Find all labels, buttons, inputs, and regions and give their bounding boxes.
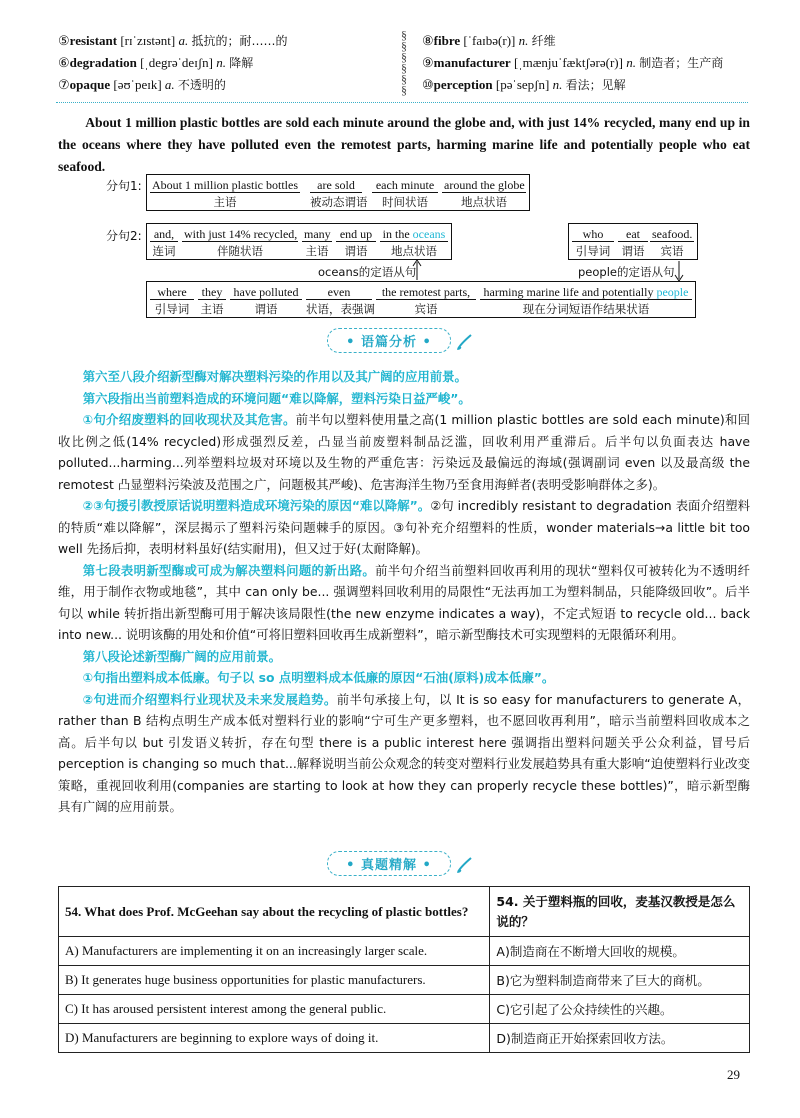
analysis-highlight: ②句进而介绍塑料行业现状及未来发展趋势。 bbox=[82, 691, 337, 707]
diagram-segment bbox=[336, 227, 376, 258]
vocab-word: resistant bbox=[69, 33, 118, 48]
diagram-segment bbox=[150, 227, 178, 258]
segment-role: 伴随状语 bbox=[217, 244, 263, 258]
analysis-highlight: ①句介绍废塑料的回收现状及其危害。 bbox=[82, 412, 296, 427]
analysis-paragraph bbox=[58, 667, 750, 689]
vocab-number: ⑨ bbox=[422, 55, 434, 70]
analysis-body: 前半句以塑料使用量之高(1 million plastic bottles are sold each minute)和回收比例之低(14% recycled)形成强烈反差，凸显当前废塑料制品泛滥，回收利用严重滞后。后半句以负面表达 have polluted...harming...列举塑料垃圾对环境以及生物的严重危害：污染远及最偏远的海域(强调副词 even 以及最高级 the remotest 凸显塑料污染波及范围之广，问题极其严峻)、危害海洋生物乃至食用海鲜者(表明受影响群体之多)。 bbox=[58, 412, 750, 492]
highlighted-word-oceans: oceans bbox=[412, 227, 446, 241]
diagram-segment bbox=[372, 178, 438, 209]
option-zh: D)制造商正开始探索回收方法。 bbox=[490, 1024, 750, 1053]
analysis-highlight: 第七段表明新型酶或可成为解决塑料问题的新出路。 bbox=[82, 562, 376, 578]
option-row bbox=[59, 995, 750, 1024]
option-zh: B)它为塑料制造商带来了巨大的商机。 bbox=[490, 966, 750, 995]
option-en: C) It has aroused persistent interest among the general public. bbox=[59, 995, 490, 1024]
vocab-phonetic: [ˌmænjuˈfæktʃərə(r)] bbox=[513, 55, 623, 70]
lead-sentence: About 1 million plastic bottles are sold each minute around the globe and, with just 14% recycled, many end up in the oceans where they have polluted even the remotest parts, harming marine life and potentially people who eat seafood. bbox=[58, 115, 750, 174]
passage-analysis bbox=[58, 366, 750, 818]
segment-text: who bbox=[572, 227, 614, 242]
option-row bbox=[59, 1024, 750, 1053]
segment-text: are sold bbox=[310, 178, 362, 193]
highlighted-word-people: people bbox=[656, 285, 689, 299]
segment-role: 现在分词短语作结果状语 bbox=[522, 302, 650, 316]
segment-role: 被动态谓语 bbox=[310, 195, 368, 209]
segment-text: where bbox=[150, 285, 194, 300]
question-en: 54. What does Prof. McGeehan say about the recycling of plastic bottles? bbox=[59, 887, 490, 937]
vocab-number: ⑩ bbox=[422, 77, 434, 92]
analysis-highlight: 第八段论述新型酶广阔的应用前景。 bbox=[82, 648, 282, 664]
diagram-segment bbox=[442, 178, 526, 209]
option-en: B) It generates huge business opportunities for plastic manufacturers. bbox=[59, 966, 490, 995]
segment-role: 宾语 bbox=[660, 244, 684, 258]
diagram-segment bbox=[198, 285, 226, 316]
sentence-diagram bbox=[0, 0, 800, 330]
analysis-paragraph bbox=[58, 409, 750, 495]
vocab-pos: a. bbox=[178, 33, 189, 48]
analysis-highlight: ①句指出塑料成本低廉。句子以 so 点明塑料成本低廉的原因“石油(原料)成本低廉”。 bbox=[82, 670, 555, 685]
diagram-segment bbox=[230, 285, 302, 316]
segment-text: they bbox=[198, 285, 226, 300]
vocab-pos: n. bbox=[216, 55, 226, 70]
option-row bbox=[59, 937, 750, 966]
segment-text: around the globe bbox=[444, 178, 525, 192]
diagram-segment bbox=[480, 285, 692, 316]
vocab-phonetic: [əʊˈpeɪk] bbox=[113, 77, 162, 92]
vocab-word: degradation bbox=[69, 55, 137, 70]
segment-role: 主语 bbox=[200, 302, 224, 316]
segment-role: 引导词 bbox=[154, 302, 190, 316]
question-row bbox=[59, 887, 750, 937]
analysis-highlight: ②③句援引教授原话说明塑料造成环境污染的原因“难以降解”。 bbox=[82, 498, 431, 513]
vocab-meaning: 制造者；生产商 bbox=[639, 56, 724, 70]
vocab-meaning: 看法；见解 bbox=[565, 78, 626, 92]
diagram-segment bbox=[182, 227, 298, 258]
analysis-highlight: 第六至八段介绍新型酶对解决塑料污染的作用以及其广阔的应用前景。 bbox=[82, 369, 467, 384]
vocab-pos: n. bbox=[518, 33, 529, 48]
clause-1-label: 分句1: bbox=[106, 179, 142, 193]
vocab-pos: n. bbox=[626, 55, 636, 70]
segment-role: 宾语 bbox=[414, 302, 438, 316]
segment-role: 谓语 bbox=[344, 244, 368, 258]
analysis-paragraph bbox=[58, 388, 750, 410]
analysis-paragraph bbox=[58, 495, 750, 560]
vocab-meaning: 不透明的 bbox=[177, 78, 226, 92]
vocab-meaning: 纤维 bbox=[531, 34, 556, 48]
note-oceans-clause: oceans的定语从句 bbox=[318, 265, 417, 279]
segment-text: with just 14% recycled, bbox=[184, 227, 298, 241]
segment-role: 引导词 bbox=[575, 244, 611, 258]
vocab-number: ⑥ bbox=[58, 55, 70, 70]
vocab-phonetic: [rɪˈzɪstənt] bbox=[120, 33, 176, 48]
segment-role: 主语 bbox=[213, 195, 237, 209]
option-zh: A)制造商在不断增大回收的规模。 bbox=[490, 937, 750, 966]
analysis-highlight: 第六段指出当前塑料造成的环境问题“难以降解，塑料污染日益严峻”。 bbox=[82, 390, 471, 406]
segment-text: each minute bbox=[372, 178, 438, 193]
arrow-up-icon bbox=[412, 259, 422, 281]
note-people-clause: people的定语从句 bbox=[578, 265, 675, 279]
segment-role: 地点状语 bbox=[391, 244, 437, 258]
option-en: A) Manufacturers are implementing it on an increasingly larger scale. bbox=[59, 937, 490, 966]
segment-text: in the bbox=[382, 227, 410, 241]
vocab-number: ⑧ bbox=[422, 33, 434, 48]
vocab-meaning: 抵抗的；耐……的 bbox=[191, 34, 288, 48]
analysis-paragraph bbox=[58, 646, 750, 668]
option-row bbox=[59, 966, 750, 995]
analysis-paragraph bbox=[58, 689, 750, 818]
page-number: 29 bbox=[727, 1067, 740, 1082]
vocab-word: opaque bbox=[69, 77, 111, 92]
arrow-down-icon bbox=[674, 260, 684, 282]
segment-text: harming marine life and potentially bbox=[483, 285, 654, 299]
segment-text: eat bbox=[618, 227, 648, 242]
diagram-segment bbox=[302, 227, 332, 258]
segment-text: and, bbox=[150, 227, 178, 242]
vocab-number: ⑤ bbox=[58, 33, 70, 48]
diagram-segment bbox=[380, 227, 448, 258]
segment-text: end up bbox=[336, 227, 376, 242]
analysis-body: 前半句介绍当前塑料回收再利用的现状“塑料仅可被转化为不透明纤维，用于制作衣物或地毯”，其中 can only be... 强调塑料回收利用的局限性“无法再加工为塑料制品，只能降级回收”。后半句以 while 转折指出新型酶可用于解决该局限性(the new enzyme indicates a way)，不定式短语 to recycle old... back into new... 说明该酶的用处和价值“可将旧塑料回收再生成新塑料”，暗示新型酶技术可实现塑料的无限循环利用。 bbox=[58, 562, 751, 642]
analysis-body: 前半句承接上句，以 It is so easy for manufacturers to generate A，rather than B 结构点明生产成本低对塑料行业的影响“宁可生产更多塑料，也不愿回收再利用”，暗示当前塑料回收成本之高。后半句以 but 引发语义转折，存在句型 there is a public interest here 强调指出塑料问题关乎公众利益，冒号后 perception is changing so much that...解释说明当前公众观念的转变对塑料行业发展趋势具有重大影响“迫使塑料行业改变策略，重视回收利用(companies are starting to look at how they can properly recycle these bottles)”，暗示新型酶具有广阔的应用前景。 bbox=[58, 691, 750, 814]
vocab-phonetic: [ˈfaɪbə(r)] bbox=[463, 33, 516, 48]
analysis-body: ②句 incredibly resistant to degradation 表面介绍塑料的特质“难以降解”，深层揭示了塑料污染问题棘手的原因。③句补充介绍塑料的性质，wonder materials→a little bit too well 先扬后抑，表明材料虽好(结实耐用)，但又过于好(太耐降解)。 bbox=[58, 498, 750, 556]
segment-text: have polluted bbox=[230, 285, 302, 300]
segment-role: 谓语 bbox=[254, 302, 278, 316]
diagram-segment bbox=[618, 227, 648, 258]
question-table bbox=[58, 886, 750, 1053]
vocab-phonetic: [ˌdegrəˈdeɪʃn] bbox=[140, 55, 213, 70]
segment-role: 主语 bbox=[305, 244, 329, 258]
diagram-segment bbox=[376, 285, 476, 316]
banner-title: • 语篇分析 • bbox=[327, 328, 451, 353]
vocab-word: perception bbox=[433, 77, 493, 92]
diagram-segment bbox=[310, 178, 368, 209]
analysis-paragraph bbox=[58, 560, 750, 646]
segment-text: even bbox=[306, 285, 372, 300]
segment-role: 谓语 bbox=[621, 244, 645, 258]
diagram-segment bbox=[306, 285, 375, 316]
vocab-pos: a. bbox=[164, 77, 175, 92]
vocab-word: fibre bbox=[433, 33, 461, 48]
option-en: D) Manufacturers are beginning to explore ways of doing it. bbox=[59, 1024, 490, 1053]
vocab-column-divider: § § § § § § bbox=[401, 30, 407, 96]
brush-icon bbox=[455, 856, 473, 874]
segment-role: 时间状语 bbox=[382, 195, 428, 209]
diagram-segment bbox=[150, 178, 300, 209]
segment-role: 连词 bbox=[152, 244, 176, 258]
analysis-paragraph bbox=[58, 366, 750, 388]
segment-role: 状语，表强调 bbox=[306, 302, 375, 316]
segment-text: About 1 million plastic bottles bbox=[152, 178, 298, 192]
option-zh: C)它引起了公众持续性的兴趣。 bbox=[490, 995, 750, 1024]
vocab-phonetic: [pəˈsepʃn] bbox=[495, 77, 550, 92]
diagram-segment bbox=[572, 227, 614, 258]
vocab-pos: n. bbox=[552, 77, 563, 92]
vocab-word: manufacturer bbox=[433, 55, 511, 70]
section-banner-analysis bbox=[0, 328, 800, 352]
segment-text: seafood. bbox=[652, 227, 693, 241]
vocab-meaning: 降解 bbox=[229, 56, 254, 70]
segment-text: the remotest parts, bbox=[376, 285, 476, 300]
banner-title: • 真题精解 • bbox=[327, 851, 451, 876]
clause-2-label: 分句2: bbox=[106, 229, 142, 243]
diagram-segment bbox=[150, 285, 194, 316]
segment-text: many bbox=[304, 227, 331, 241]
brush-icon bbox=[455, 333, 473, 351]
segment-role: 地点状语 bbox=[461, 195, 507, 209]
section-banner-questions bbox=[0, 851, 800, 875]
question-zh: 54. 关于塑料瓶的回收，麦基汉教授是怎么说的？ bbox=[490, 887, 750, 937]
diagram-segment bbox=[650, 227, 694, 258]
vocab-number: ⑦ bbox=[58, 77, 70, 92]
